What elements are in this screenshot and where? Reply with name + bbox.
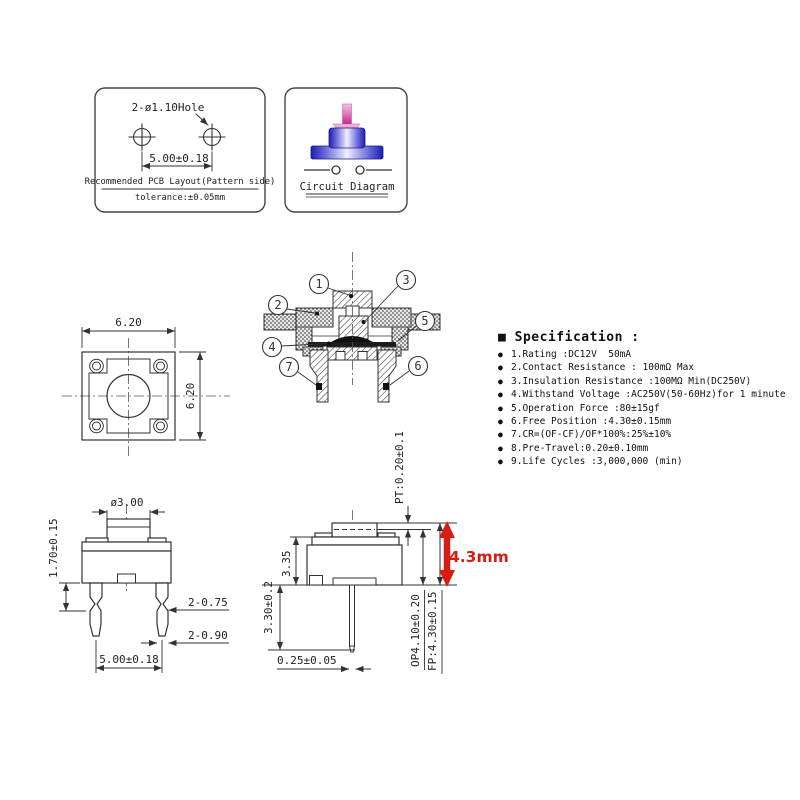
square-bullet-icon: ■ bbox=[498, 330, 507, 345]
specification-title-text: Specification : bbox=[506, 330, 640, 345]
spec-item-6 bbox=[498, 415, 798, 428]
bullet-icon: ● bbox=[498, 457, 503, 467]
spec-item-text: 3.Insulation Resistance :100MΩ Min(DC250V) bbox=[511, 375, 752, 387]
spec-item-3 bbox=[498, 375, 798, 388]
bullet-icon: ● bbox=[498, 443, 503, 453]
spec-item-text: 2.Contact Resistance : 100mΩ Max bbox=[511, 362, 695, 374]
spec-item-text: 6.Free Position :4.30±0.15mm bbox=[511, 416, 672, 428]
pin bbox=[350, 585, 355, 646]
circuit-caption: Circuit Diagram bbox=[299, 181, 395, 193]
hole-pitch-dim: 5.00±0.18 bbox=[149, 152, 209, 165]
callout-2: 2 bbox=[274, 298, 282, 312]
bullet-icon: ● bbox=[498, 403, 503, 413]
spec-item-4 bbox=[498, 388, 798, 401]
spec-item-text: 7.CR=(OF-CF)/OF*100%:25%±10% bbox=[511, 429, 672, 441]
flange bbox=[82, 542, 171, 551]
callout-1: 1 bbox=[315, 277, 323, 291]
lead-left bbox=[90, 583, 102, 636]
lead-thickness-dim: 0.25±0.05 bbox=[277, 654, 337, 667]
cover-right bbox=[372, 308, 411, 327]
lead-right bbox=[156, 583, 168, 636]
stem-height-dim: 1.70±0.15 bbox=[47, 518, 60, 578]
pre-travel-dim: PT:0.20±0.1 bbox=[393, 431, 406, 504]
bullet-icon: ● bbox=[498, 376, 503, 386]
circuit-diagram-view bbox=[285, 88, 407, 212]
callout-6: 6 bbox=[414, 359, 422, 373]
spec-item-text: 8.Pre-Travel:0.20±0.10mm bbox=[511, 442, 649, 454]
spec-item-7 bbox=[498, 428, 798, 441]
free-position-dim: FP:4.30±0.15 bbox=[426, 591, 439, 671]
spec-item-9 bbox=[498, 455, 798, 468]
bullet-icon: ● bbox=[498, 363, 503, 373]
spec-item-1 bbox=[498, 348, 798, 361]
specification-panel bbox=[498, 330, 798, 469]
spec-item-text: 9.Life Cycles :3,000,000 (min) bbox=[511, 456, 683, 468]
pcb-layout-view bbox=[85, 88, 276, 212]
height-callout: 4.3mm bbox=[449, 548, 509, 566]
bullet-icon: ● bbox=[498, 430, 503, 440]
top-view bbox=[62, 316, 230, 456]
lead-width-lower-dim: 2-0.90 bbox=[188, 629, 228, 642]
spec-item-8 bbox=[498, 442, 798, 455]
lead-length-dim: 3.30±0.2 bbox=[262, 581, 275, 634]
specification-title bbox=[498, 330, 798, 345]
spec-item-text: 4.Withstand Voltage :AC250V(50-60Hz)for 1 minute bbox=[511, 389, 786, 401]
callout-3: 3 bbox=[402, 273, 410, 287]
spec-item-5 bbox=[498, 402, 798, 415]
width-dim: 6.20 bbox=[115, 316, 142, 329]
body-height-dim: 3.35 bbox=[280, 550, 293, 577]
profile-view bbox=[262, 431, 509, 674]
spec-item-text: 5.Operation Force :80±15gf bbox=[511, 402, 660, 414]
stem-diameter-dim: ø3.00 bbox=[110, 496, 144, 509]
operating-position-dim: OP4.10±0.20 bbox=[409, 594, 422, 667]
stem bbox=[107, 519, 150, 542]
height-dim: 6.20 bbox=[184, 382, 197, 410]
callout-4: 4 bbox=[268, 340, 276, 354]
lead-pitch-dim: 5.00±0.18 bbox=[99, 653, 159, 666]
flange-profile bbox=[312, 537, 399, 545]
bullet-icon: ● bbox=[498, 350, 503, 359]
spec-item-text: 1.Rating :DC12V 50mA bbox=[511, 349, 632, 360]
terminal-right bbox=[378, 350, 396, 402]
callout-7: 7 bbox=[285, 360, 293, 374]
cross-section-view bbox=[263, 252, 441, 402]
terminal-left bbox=[310, 350, 328, 402]
front-view bbox=[47, 496, 229, 673]
callout-5: 5 bbox=[421, 314, 429, 328]
bullet-icon: ● bbox=[498, 417, 503, 427]
stem-body bbox=[339, 316, 368, 339]
lead-width-upper-dim: 2-0.75 bbox=[188, 596, 228, 609]
base-center bbox=[327, 347, 377, 360]
housing-wing-left bbox=[264, 314, 297, 330]
pcb-hole-label: 2-ø1.10Hole bbox=[131, 101, 205, 114]
bullet-icon: ● bbox=[498, 390, 503, 400]
spec-item-2 bbox=[498, 361, 798, 374]
bottom-notch bbox=[118, 574, 136, 583]
pcb-caption: Recommended PCB Layout(Pattern side) bbox=[84, 177, 276, 187]
pcb-tolerance: tolerance:±0.05mm bbox=[134, 193, 226, 203]
